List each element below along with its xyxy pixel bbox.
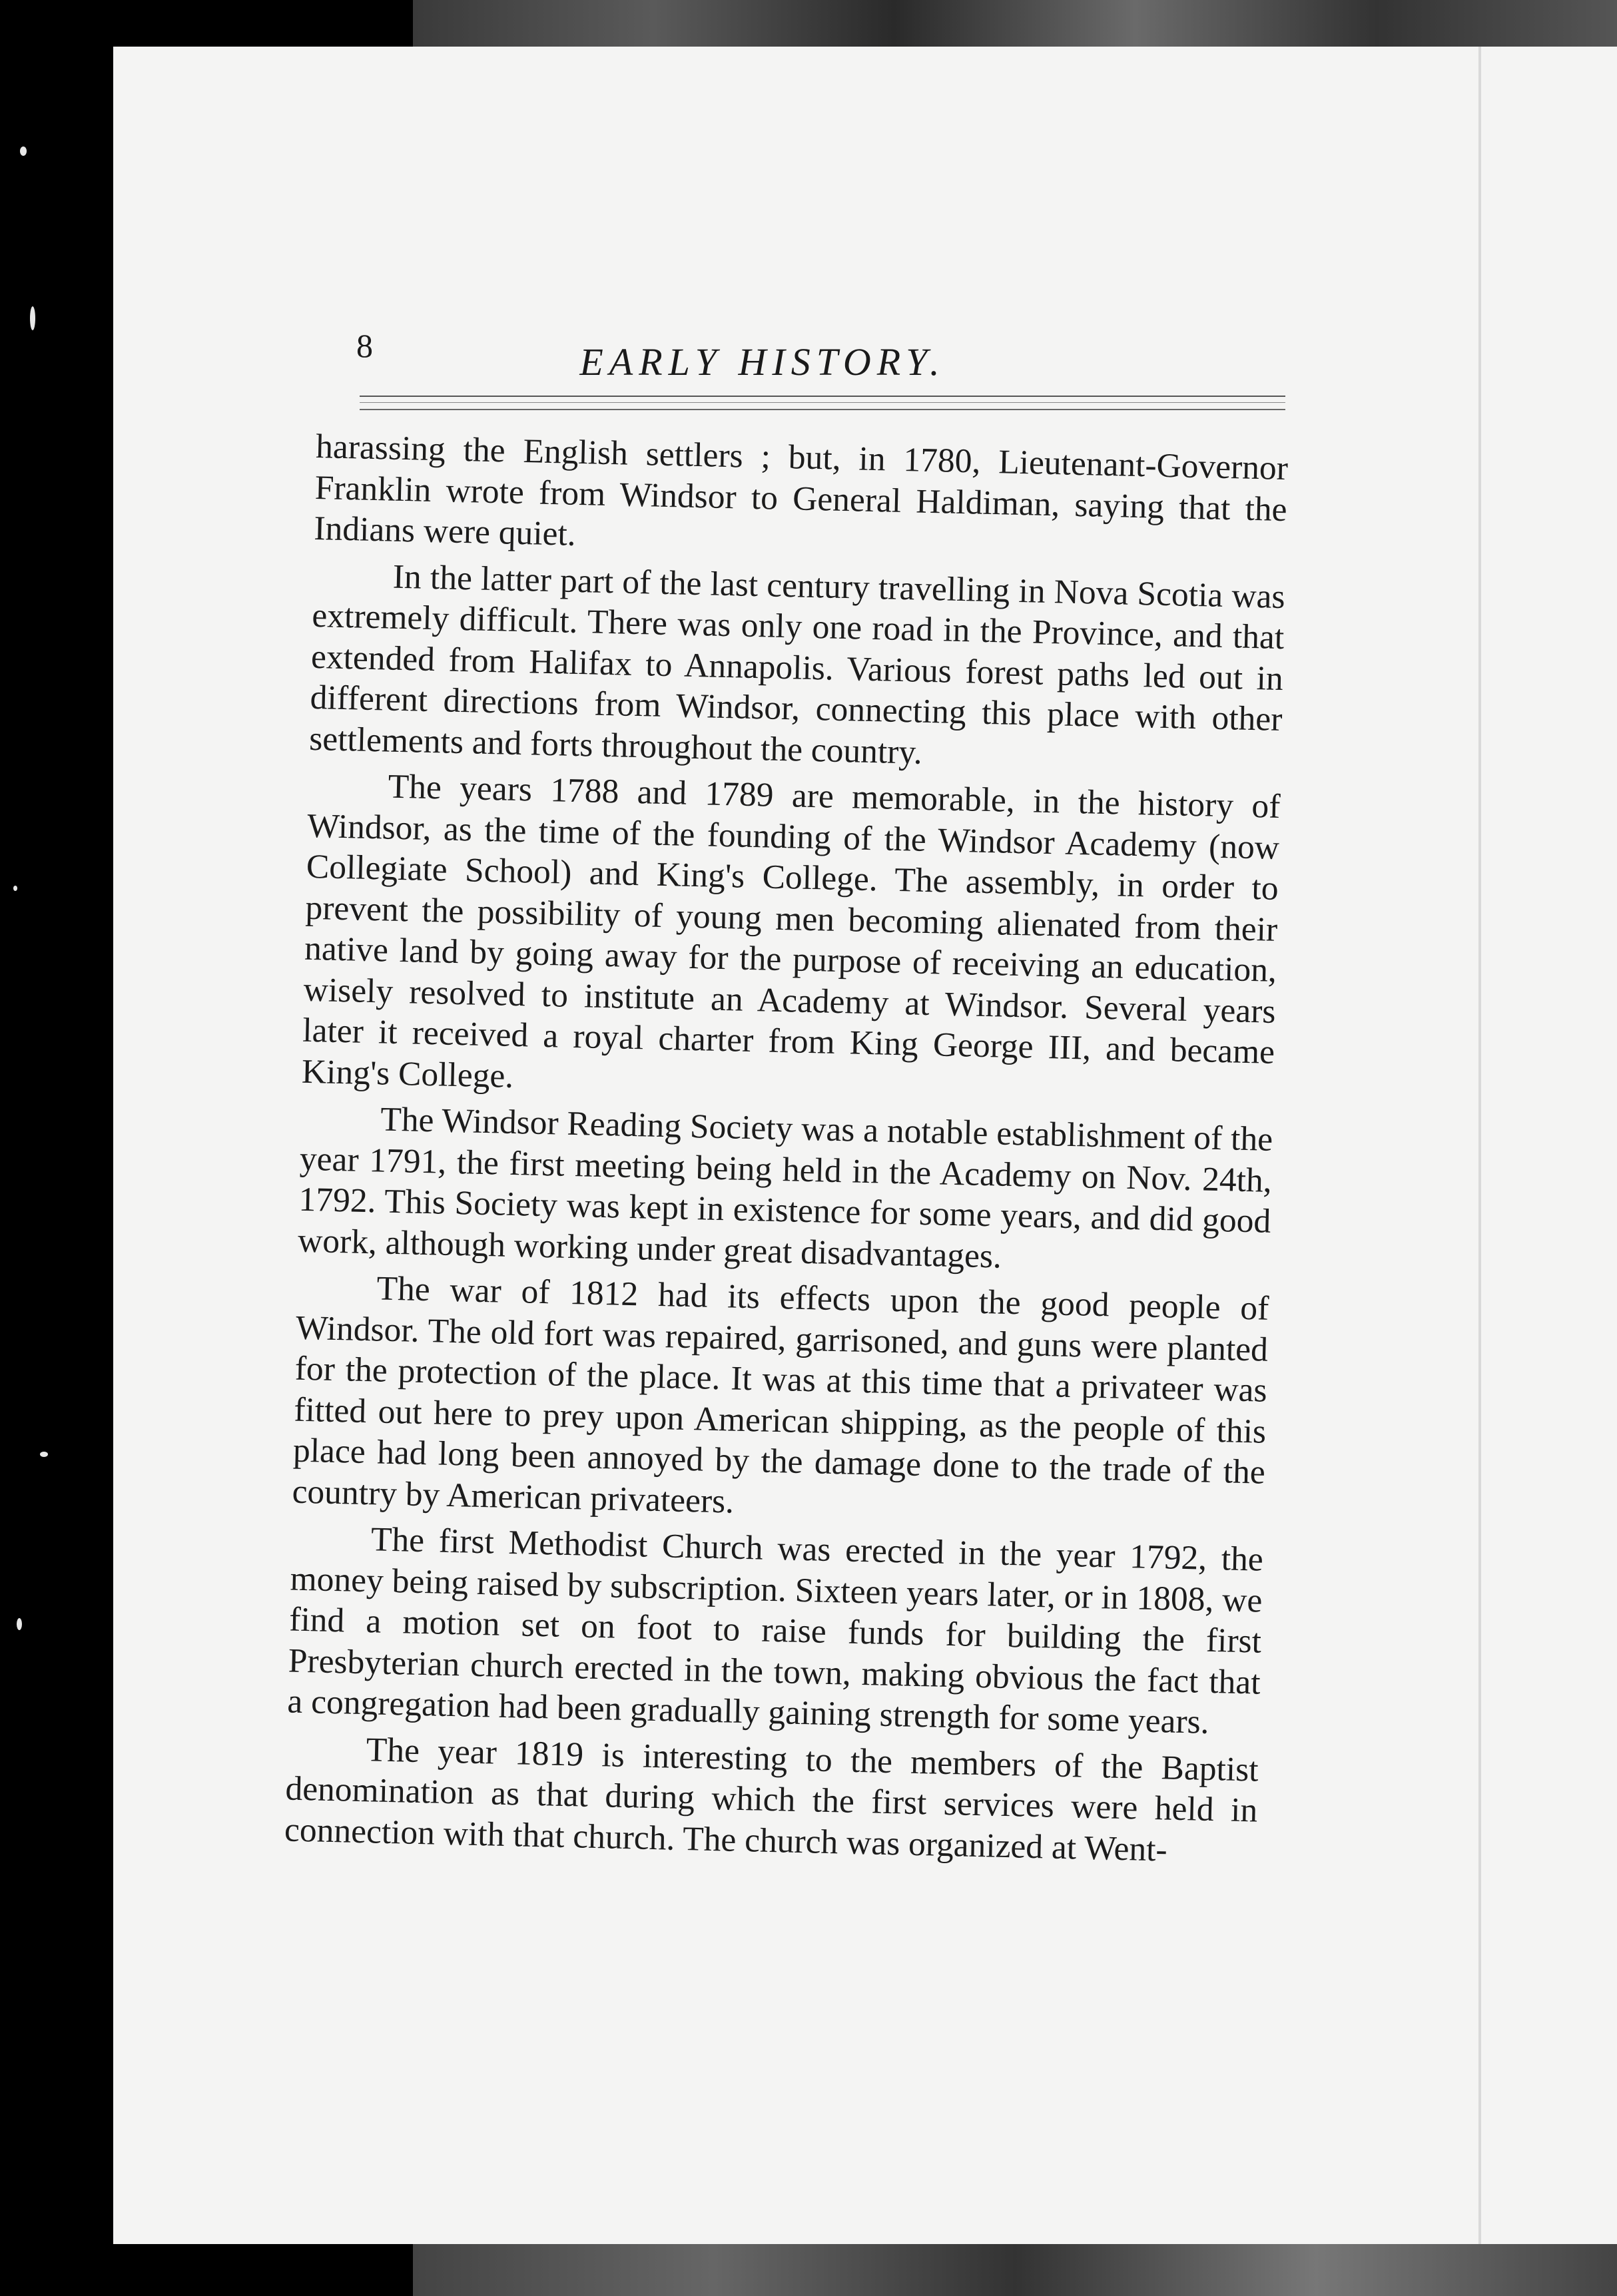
header-rule [360,409,1285,410]
margin-speck [20,146,27,156]
margin-speck [13,886,17,891]
margin-speck [40,1452,48,1457]
page-header [356,326,1282,386]
header-rule [360,402,1285,403]
running-title: EARLY HISTORY. [579,340,946,384]
paragraph: In the latter part of the last century travelling in Nova Scotia was extremely difficult. There was only one road in the Province, and that extended from Halifax to Annapolis. Various forest paths led out in different directions from Windsor, connecting this place with other settlements and forts throughout the country. [308,557,1286,772]
paragraph: The years 1788 and 1789 are memorable, in the history of Windsor, as the time of the founding of the Windsor Academy (now Collegiate School) and King's College. The assembly, in order to prevent the possibility of young men becoming alienated from their native land by going away for the purpose of receiving an education, wisely resolved to institute an Academy at Windsor. Several years later it received a royal charter from King George III, and became King's College. [301,767,1281,1095]
scan-top-border [413,0,1617,47]
paragraph: The war of 1812 had its effects upon the good people of Windsor. The old fort was repaired, garrisoned, and guns were planted for the protection of the place. It was at this time that a privateer was fitted out here to prey upon American shipping, as the people of this place had long been annoyed by the damage done to the trade of the country by American privateers. [292,1269,1269,1521]
paragraph: The Windsor Reading Society was a notable establishment of the year 1791, the first meeting being held in the Academy on Nov. 24th, 1792. This Society was kept in existence for some years, and did good work, although working under great disadvantages. [297,1100,1273,1276]
body-text [281,426,1289,2013]
page-number: 8 [356,327,373,364]
paragraph: The year 1819 is interesting to the members of the Baptist denomination as that during which the first services were held in connection with that church. The church was organized at Went- [284,1730,1259,1869]
page-fold-edge [1478,47,1481,2244]
paragraph: harassing the English settlers ; but, in 1780, Lieutenant-Governor Franklin wrote from Windsor to General Haldiman, saying that the Indians were quiet. [313,427,1289,553]
paragraph: The first Methodist Church was erected in the year 1792, the money being raised by subscription. Sixteen years later, or in 1808, we find a motion set on foot to raise funds for building the first Presbyterian church erected in the town, making obvious the fact that a congregation had been gradually gaining strength for some years. [286,1520,1264,1741]
margin-speck [17,1618,22,1630]
header-rule [360,396,1285,397]
scan-bottom-border [413,2244,1617,2296]
margin-speck [30,306,35,330]
